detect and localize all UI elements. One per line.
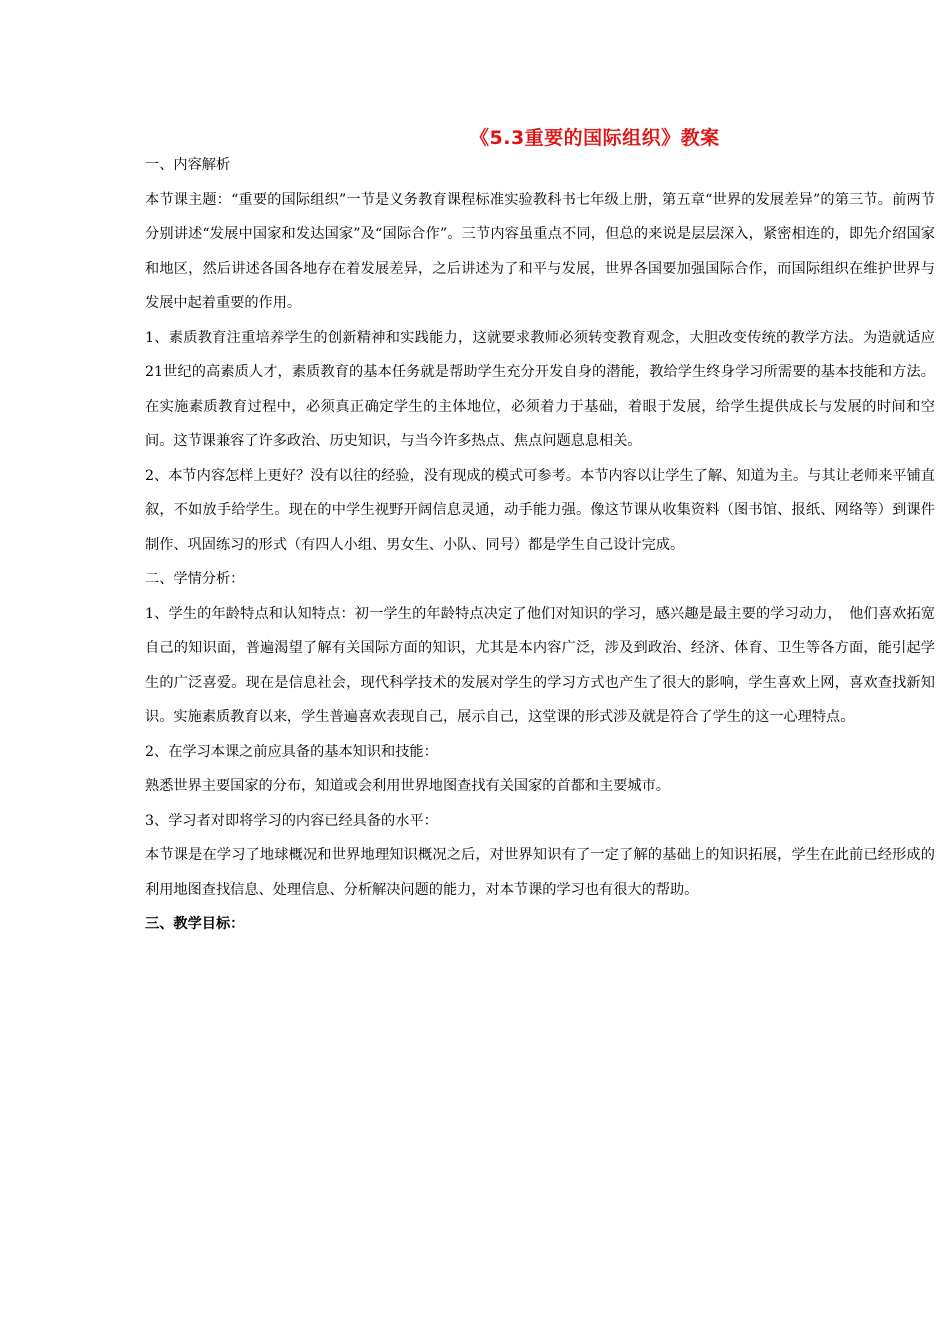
section-heading-learner-analysis: 二、学情分析：: [145, 571, 245, 587]
document-body: [145, 148, 935, 942]
paragraph-existing-level: 本节课是在学习了地球概况和世界地理知识概况之后，对世界知识有了一定了解的基础上的知识拓展，学生在此前已经形成的利用地图查找信息、处理信息、分析解决问题的能力，对本节课的学习也有很大的帮助。: [145, 847, 935, 898]
section-heading-content-analysis: 一、内容解析: [145, 157, 231, 173]
paragraph-age-characteristics: 1、学生的年龄特点和认知特点：初一学生的年龄特点决定了他们对知识的学习，感兴趣是最主要的学习动力， 他们喜欢拓宽自己的知识面，普遍渴望了解有关国际方面的知识，尤其是本内容广泛，涉及到政治、经济、体育、卫生等各方面，能引起学生的广泛喜爱。现在是信息社会，现代科学技术的发展对学生的学习方式也产生了很大的影响，学生喜欢上网，喜欢查找新知识。实施素质教育以来，学生普遍喜欢表现自己，展示自己，这堂课的形式涉及就是符合了学生的这一心理特点。: [145, 605, 935, 725]
paragraph-topic-intro: 本节课主题：“重要的国际组织”一节是义务教育课程标准实验教科书七年级上册，第五章“世界的发展差异”的第三节。前两节分别讲述“发展中国家和发达国家”及“国际合作”。三节内容虽重点不同，但总的来说是层层深入，紧密相连的，即先介绍国家和地区，然后讲述各国各地存在着发展差异，之后讲述为了和平与发展，世界各国要加强国际合作，而国际组织在维护世界与发展中起着重要的作用。: [145, 191, 935, 311]
paragraph-quality-education: 1、素质教育注重培养学生的创新精神和实践能力，这就要求教师必须转变教育观念，大胆改变传统的教学方法。为造就适应21世纪的高素质人才，素质教育的基本任务就是帮助学生充分开发自身的潜能，教给学生终身学习所需要的基本技能和方法。在实施素质教育过程中，必须真正确定学生的主体地位，必须着力于基础，着眼于发展，给学生提供成长与发展的时间和空间。这节课兼容了许多政治、历史知识，与当今许多热点、焦点问题息息相关。: [145, 329, 935, 449]
paragraph-prerequisite-heading: 2、在学习本课之前应具备的基本知识和技能：: [145, 743, 438, 760]
document-title: 《5.3重要的国际组织》教案: [470, 127, 720, 149]
paragraph-existing-level-heading: 3、学习者对即将学习的内容已经具备的水平：: [145, 812, 438, 829]
paragraph-prerequisite-knowledge: 熟悉世界主要国家的分布，知道或会利用世界地图查找有关国家的首都和主要城市。: [145, 778, 670, 794]
paragraph-teaching-approach: 2、本节内容怎样上更好？没有以往的经验，没有现成的模式可参考。本节内容以让学生了解、知道为主。与其让老师来平铺直叙，不如放手给学生。现在的中学生视野开阔信息灵通，动手能力强。像这节课从收集资料（图书馆、报纸、网络等）到课件制作、巩固练习的形式（有四人小组、男女生、小队、同号）都是学生自己设计完成。: [145, 467, 935, 553]
section-heading-teaching-objectives: 三、教学目标：: [145, 916, 245, 932]
